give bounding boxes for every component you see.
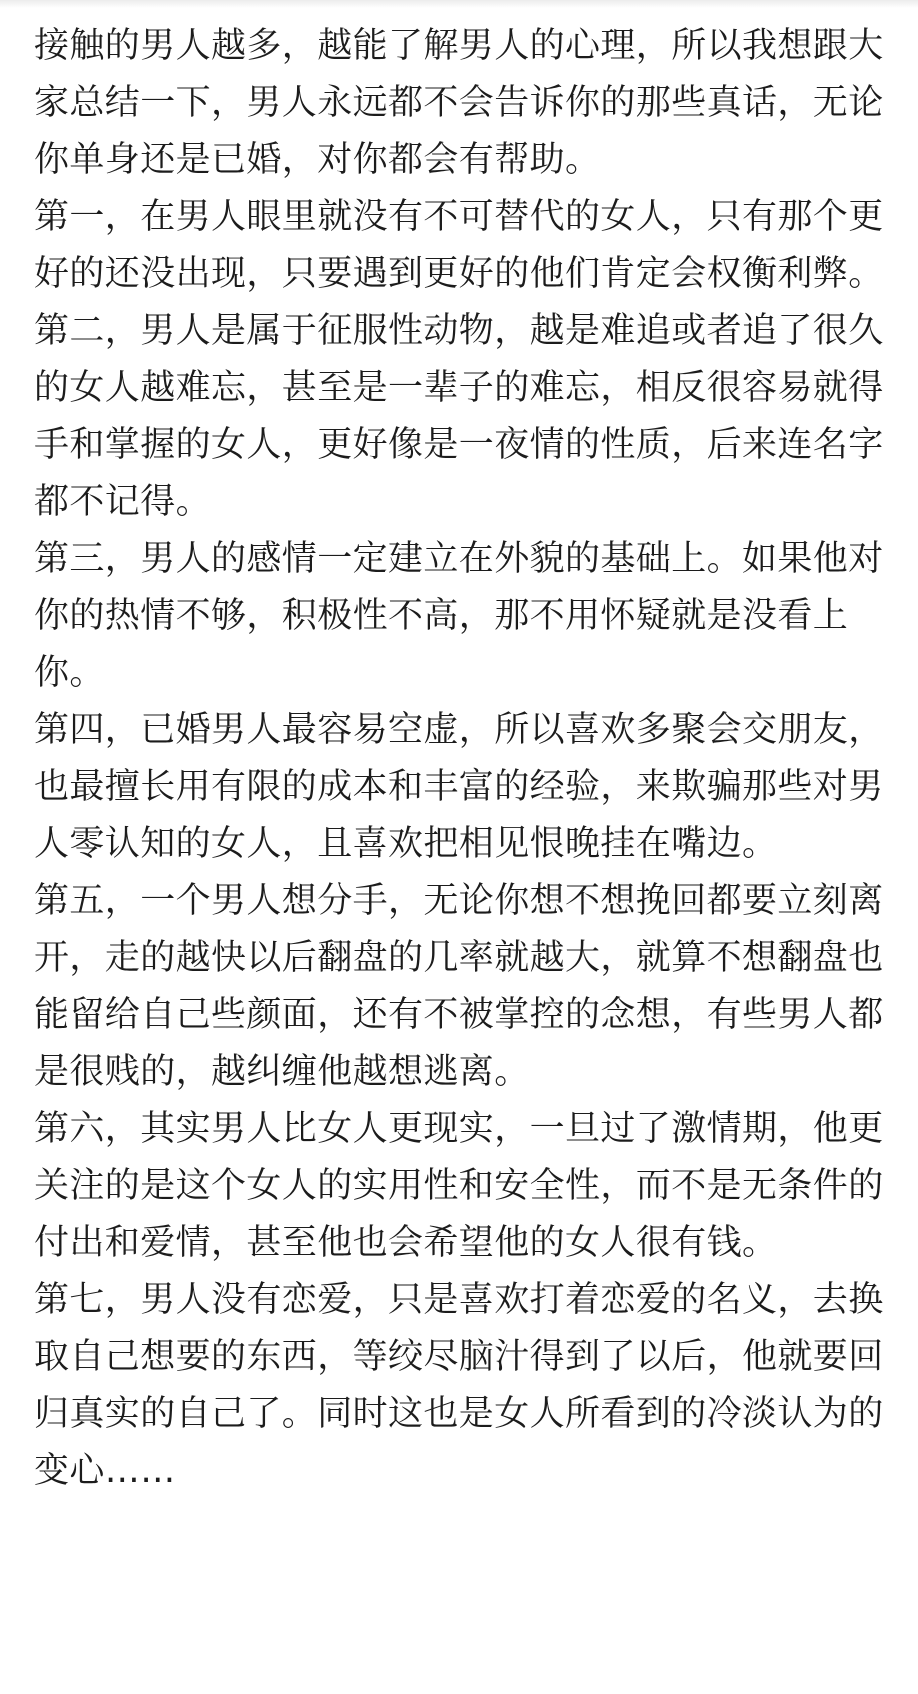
- point-3-paragraph: 第三，男人的感情一定建立在外貌的基础上。如果他对你的热情不够，积极性不高，那不用怀疑就是没看上你。: [34, 539, 884, 693]
- point-5-paragraph: 第五，一个男人想分手，无论你想不想挽回都要立刻离开，走的越快以后翻盘的几率就越大，就算不想翻盘也能留给自己些颜面，还有不被掌控的念想，有些男人都是很贱的，越纠缠他越想逃离。: [34, 881, 884, 1092]
- point-7-paragraph: 第七，男人没有恋爱，只是喜欢打着恋爱的名义，去换取自己想要的东西，等绞尽脑汁得到了以后，他就要回归真实的自己了。同时这也是女人所看到的冷淡认为的变心……: [34, 1280, 884, 1491]
- point-2-paragraph: 第二，男人是属于征服性动物，越是难追或者追了很久的女人越难忘，甚至是一辈子的难忘，相反很容易就得手和掌握的女人，更好像是一夜情的性质，后来连名字都不记得。: [34, 311, 884, 522]
- point-6-paragraph: 第六，其实男人比女人更现实，一旦过了激情期，他更关注的是这个女人的实用性和安全性，而不是无条件的付出和爱情，甚至他也会希望他的女人很有钱。: [34, 1109, 884, 1263]
- point-4-paragraph: 第四，已婚男人最容易空虚，所以喜欢多聚会交朋友，也最擅长用有限的成本和丰富的经验，来欺骗那些对男人零认知的女人，且喜欢把相见恨晚挂在嘴边。: [34, 710, 884, 864]
- intro-paragraph: 接触的男人越多，越能了解男人的心理，所以我想跟大家总结一下，男人永远都不会告诉你的那些真话，无论你单身还是已婚，对你都会有帮助。: [34, 26, 884, 180]
- point-1-paragraph: 第一，在男人眼里就没有不可替代的女人，只有那个更好的还没出现，只要遇到更好的他们肯定会权衡利弊。: [34, 197, 884, 294]
- article-body: [34, 18, 884, 1500]
- top-edge-shadow: [0, 0, 918, 8]
